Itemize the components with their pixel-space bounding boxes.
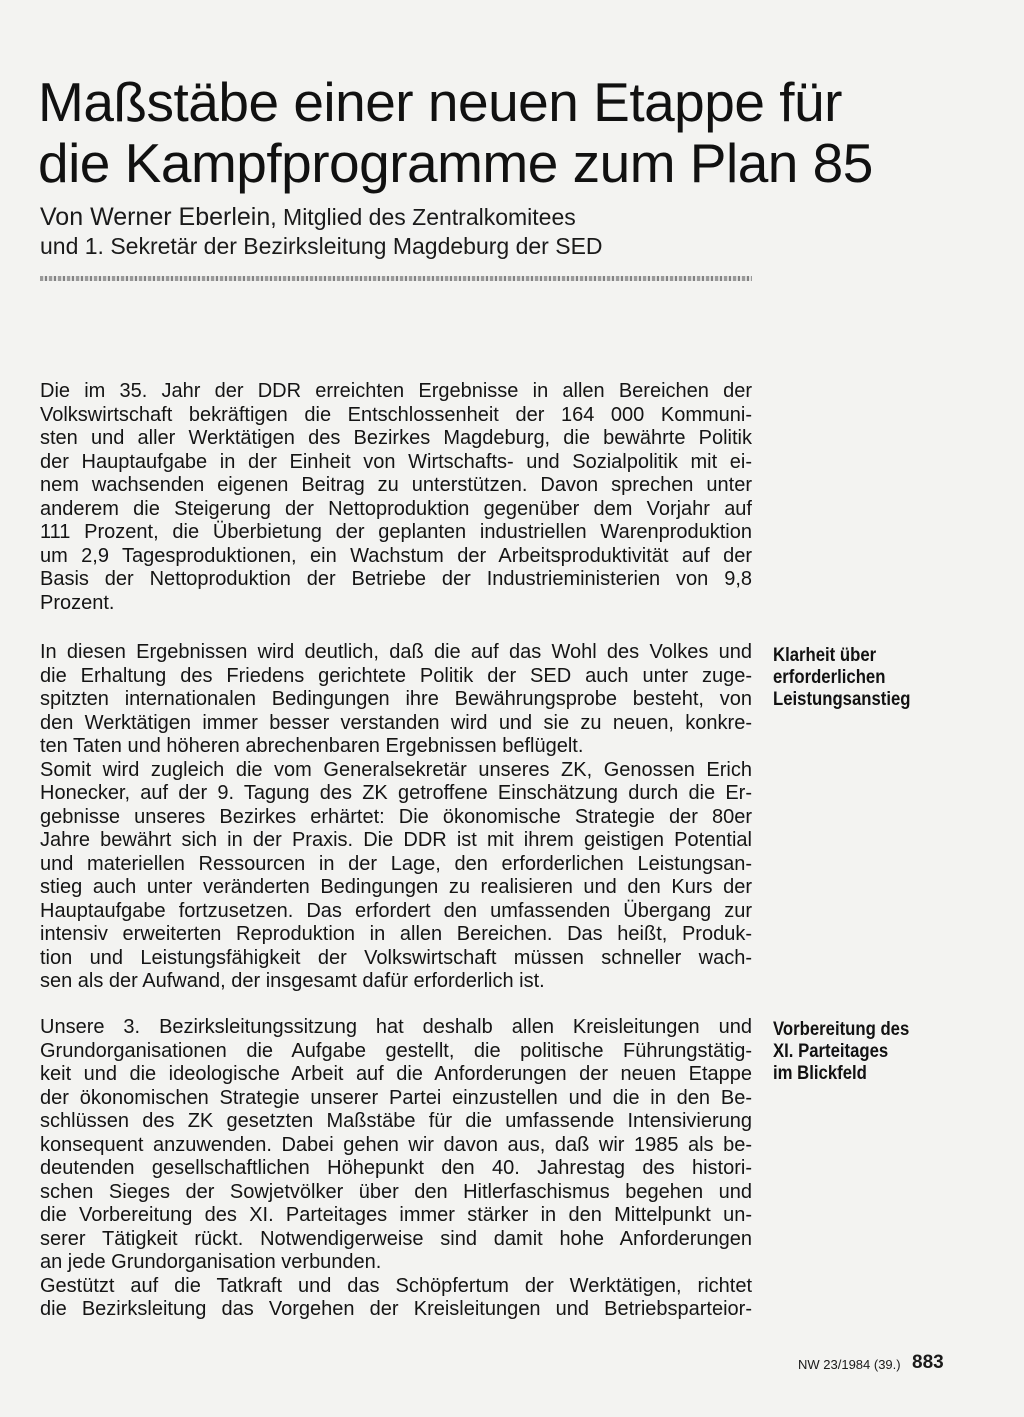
text-line: sten und aller Werktätigen des Bezirkes Magdeburg, die bewährte Politik: [40, 427, 752, 449]
text-line: die Bezirksleitung das Vorgehen der Kreisleitungen und Betriebsparteior-: [40, 1298, 752, 1320]
title-line: Maßstäbe einer neuen Etappe für: [38, 71, 842, 133]
side-heading-line: Vorbereitung des: [773, 1019, 910, 1040]
text-line: deutenden gesellschaftlichen Höhepunkt den 40. Jahrestag des histori-: [40, 1157, 752, 1179]
text-line: intensiv erweiterten Reproduktion in allen Bereichen. Das heißt, Produk-: [40, 923, 752, 945]
text-line: Die im 35. Jahr der DDR erreichten Ergebnisse in allen Bereichen der: [40, 380, 752, 402]
byline-prefix: Von: [40, 203, 91, 231]
text-line: konsequent anzuwenden. Dabei gehen wir davon aus, daß wir 1985 als be-: [40, 1133, 752, 1156]
text-line: Volkswirtschaft bekräftigen die Entschlossenheit der 164 000 Kommuni-: [40, 403, 752, 426]
side-heading-line: XI. Parteitages: [773, 1041, 889, 1062]
text-line: um 2,9 Tagesproduktionen, ein Wachstum der Arbeitsproduktivität auf der: [40, 544, 752, 567]
text-line: die Erhaltung des Friedens gerichtete Politik der SED auch unter zuge-: [40, 664, 752, 687]
text-line: gebnisse unseres Bezirkes erhärtet: Die ökonomische Strategie der 80er: [40, 805, 752, 828]
text-line: die Vorbereitung des XI. Parteitages immer stärker in den Mittelpunkt un-: [40, 1204, 752, 1226]
issue-reference: NW 23/1984 (39.): [798, 1357, 901, 1372]
side-heading-1: [773, 645, 931, 711]
author-name: Werner Eberlein: [90, 203, 271, 231]
text-line: Somit wird zugleich die vom Generalsekretär unseres ZK, Genossen Erich: [40, 758, 752, 781]
paragraph-2: [40, 641, 752, 994]
text-line: Honecker, auf der 9. Tagung des ZK getroffene Einschätzung durch die Er-: [40, 782, 752, 804]
title-line: die Kampfprogramme zum Plan 85: [38, 132, 873, 194]
text-line: spitzten internationalen Bedingungen ihre Bewährungsprobe besteht, von: [40, 688, 752, 710]
author-role: , Mitglied des Zentralkomitees: [270, 204, 576, 230]
text-line: Jahre bewährt sich in der Praxis. Die DDR ist mit ihrem geistigen Potential: [40, 829, 752, 851]
text-line: nem wachsenden eigenen Beitrag zu unterstützen. Davon sprechen unter: [40, 474, 752, 496]
text-line: anderem die Steigerung der Nettoproduktion gegenüber dem Vorjahr auf: [40, 497, 752, 520]
side-heading-line: Klarheit über: [773, 645, 877, 666]
text-line: Unsere 3. Bezirksleitungssitzung hat deshalb allen Kreisleitungen und: [40, 1016, 752, 1038]
text-line: Hauptaufgabe fortzusetzen. Das erfordert den umfassenden Übergang zur: [40, 899, 752, 922]
side-heading-line: Leistungsanstieg: [773, 689, 911, 710]
text-line: der Hauptaufgabe in der Einheit von Wirtschafts- und Sozialpolitik mit ei-: [40, 450, 752, 473]
text-line: schlüssen des ZK gesetzten Maßstäbe für die umfassende Intensivierung: [40, 1110, 752, 1132]
text-line: ten Taten und höheren abrechenbaren Ergebnissen beflügelt.: [40, 735, 584, 757]
byline-line-1: [40, 203, 800, 232]
text-line: Grundorganisationen die Aufgabe gestellt, die politische Führungstätig-: [40, 1039, 752, 1062]
text-line: der ökonomischen Strategie unserer Partei einzustellen und die in den Be-: [40, 1086, 752, 1109]
text-line: serer Tätigkeit rückt. Notwendigerweise sind damit hohe Anforderungen: [40, 1227, 752, 1250]
text-line: und materiellen Ressourcen in der Lage, den erforderlichen Leistungsan-: [40, 852, 752, 875]
text-line: stieg auch unter veränderten Bedingungen zu realisieren und den Kurs der: [40, 876, 752, 898]
text-line: sen als der Aufwand, der insgesamt dafür erforderlich ist.: [40, 970, 545, 992]
page-number: 883: [912, 1352, 944, 1373]
paragraph-1: [40, 380, 752, 615]
byline: [40, 203, 800, 261]
text-line: Gestützt auf die Tatkraft und das Schöpfertum der Werktätigen, richtet: [40, 1274, 752, 1297]
text-line: Prozent.: [40, 591, 115, 614]
text-line: den Werktätigen immer besser verstanden wird und sie zu neuen, konkre-: [40, 711, 752, 734]
text-line: 111 Prozent, die Überbietung der geplanten industriellen Warenproduktion: [40, 521, 752, 543]
text-line: In diesen Ergebnissen wird deutlich, daß die auf das Wohl des Volkes und: [40, 641, 752, 663]
text-line: tion und Leistungsfähigkeit der Volkswirtschaft müssen schneller wach-: [40, 946, 752, 969]
paragraph-3: [40, 1016, 752, 1322]
article-title: [38, 72, 938, 194]
text-line: an jede Grundorganisation verbunden.: [40, 1251, 382, 1273]
text-line: keit und die ideologische Arbeit auf die Anforderungen der neuen Etappe: [40, 1063, 752, 1085]
text-line: Basis der Nettoproduktion der Betriebe der Industrieministerien von 9,8: [40, 568, 752, 590]
decorative-rule: [40, 276, 752, 281]
side-heading-2: [773, 1019, 931, 1085]
side-heading-line: im Blickfeld: [773, 1063, 867, 1084]
author-position: und 1. Sekretär der Bezirksleitung Magdeburg der SED: [40, 233, 603, 259]
text-line: schen Sieges der Sowjetvölker über den Hitlerfaschismus begehen und: [40, 1180, 752, 1203]
side-heading-line: erforderlichen: [773, 667, 886, 688]
byline-line-2: [40, 232, 800, 261]
